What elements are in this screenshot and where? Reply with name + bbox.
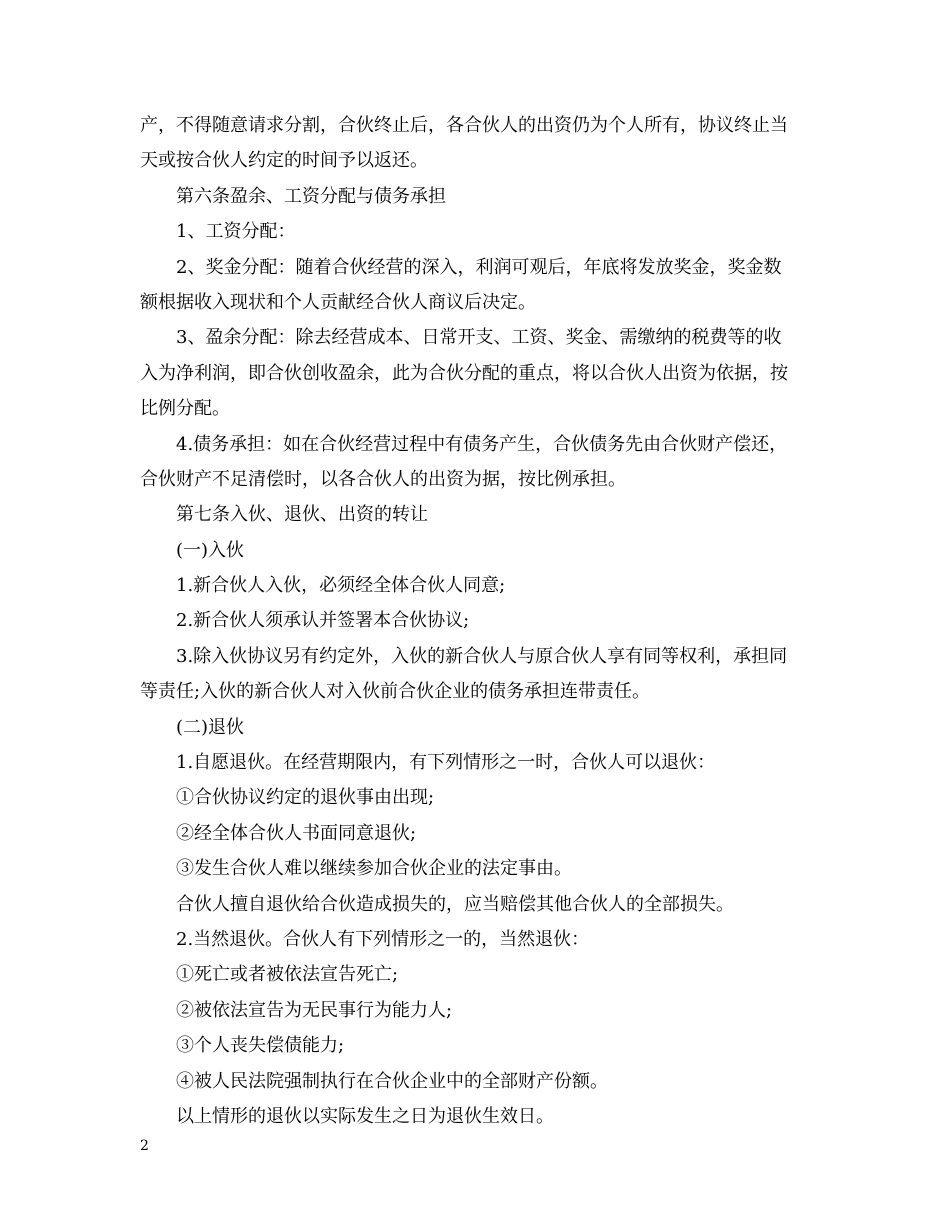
text-line: 1.自愿退伙。在经营期限内，有下列情形之一时，合伙人可以退伙： bbox=[176, 752, 716, 774]
text-line: 合伙财产不足清偿时，以各合伙人的出资为据，按比例承担。 bbox=[140, 468, 626, 490]
text-line: 天或按合伙人约定的时间予以返还。 bbox=[140, 150, 428, 172]
text-line: 1.新合伙人入伙，必须经全体合伙人同意; bbox=[176, 575, 506, 597]
section-heading: 第六条盈余、工资分配与债务承担 bbox=[176, 185, 446, 207]
text-line: 4.债务承担：如在合伙经营过程中有债务产生，合伙债务先由合伙财产偿还， bbox=[176, 433, 788, 455]
text-line: 3、盈余分配：除去经营成本、日常开支、工资、奖金、需缴纳的税费等的收 bbox=[176, 327, 782, 349]
list-item: ③发生合伙人难以继续参加合伙企业的法定事由。 bbox=[176, 858, 572, 880]
text-line: 产，不得随意请求分割，合伙终止后，各合伙人的出资仍为个人所有，协议终止当 bbox=[140, 115, 788, 136]
text-line: 2.当然退伙。合伙人有下列情形之一的，当然退伙： bbox=[176, 928, 590, 950]
document-body bbox=[140, 108, 814, 1134]
text-line: 额根据收入现状和个人贡献经合伙人商议后决定。 bbox=[140, 291, 536, 313]
text-line: 等责任;入伙的新合伙人对入伙前合伙企业的债务承担连带责任。 bbox=[140, 681, 651, 703]
text-line: 2、奖金分配：随着合伙经营的深入，利润可观后，年底将发放奖金，奖金数 bbox=[176, 256, 782, 278]
text-line: 3.除入伙协议另有约定外，入伙的新合伙人与原合伙人享有同等权利，承担同 bbox=[176, 645, 788, 667]
text-line: 合伙人擅自退伙给合伙造成损失的，应当赔偿其他合伙人的全部损失。 bbox=[176, 893, 734, 915]
text-line: 入为净利润，即合伙创收盈余，此为合伙分配的重点，将以合伙人出资为依据，按 bbox=[140, 362, 788, 384]
list-item: ①合伙协议约定的退伙事由出现; bbox=[176, 787, 435, 809]
subsection-heading: (二)退伙 bbox=[176, 716, 245, 738]
text-line: 以上情形的退伙以实际发生之日为退伙生效日。 bbox=[176, 1105, 554, 1127]
list-item: ④被人民法院强制执行在合伙企业中的全部财产份额。 bbox=[176, 1070, 608, 1092]
section-heading: 第七条入伙、退伙、出资的转让 bbox=[176, 504, 428, 526]
list-item: ②经全体合伙人书面同意退伙; bbox=[176, 822, 417, 844]
subsection-heading: (一)入伙 bbox=[176, 539, 245, 561]
list-item: ②被依法宣告为无民事行为能力人; bbox=[176, 999, 453, 1021]
list-item: ①死亡或者被依法宣告死亡; bbox=[176, 964, 399, 986]
text-line: 2.新合伙人须承认并签署本合伙协议; bbox=[176, 610, 470, 632]
page-number: 2 bbox=[140, 1138, 149, 1154]
list-item: ③个人丧失偿债能力; bbox=[176, 1035, 345, 1057]
text-line: 1、工资分配： bbox=[176, 221, 296, 243]
text-line: 比例分配。 bbox=[140, 398, 230, 420]
